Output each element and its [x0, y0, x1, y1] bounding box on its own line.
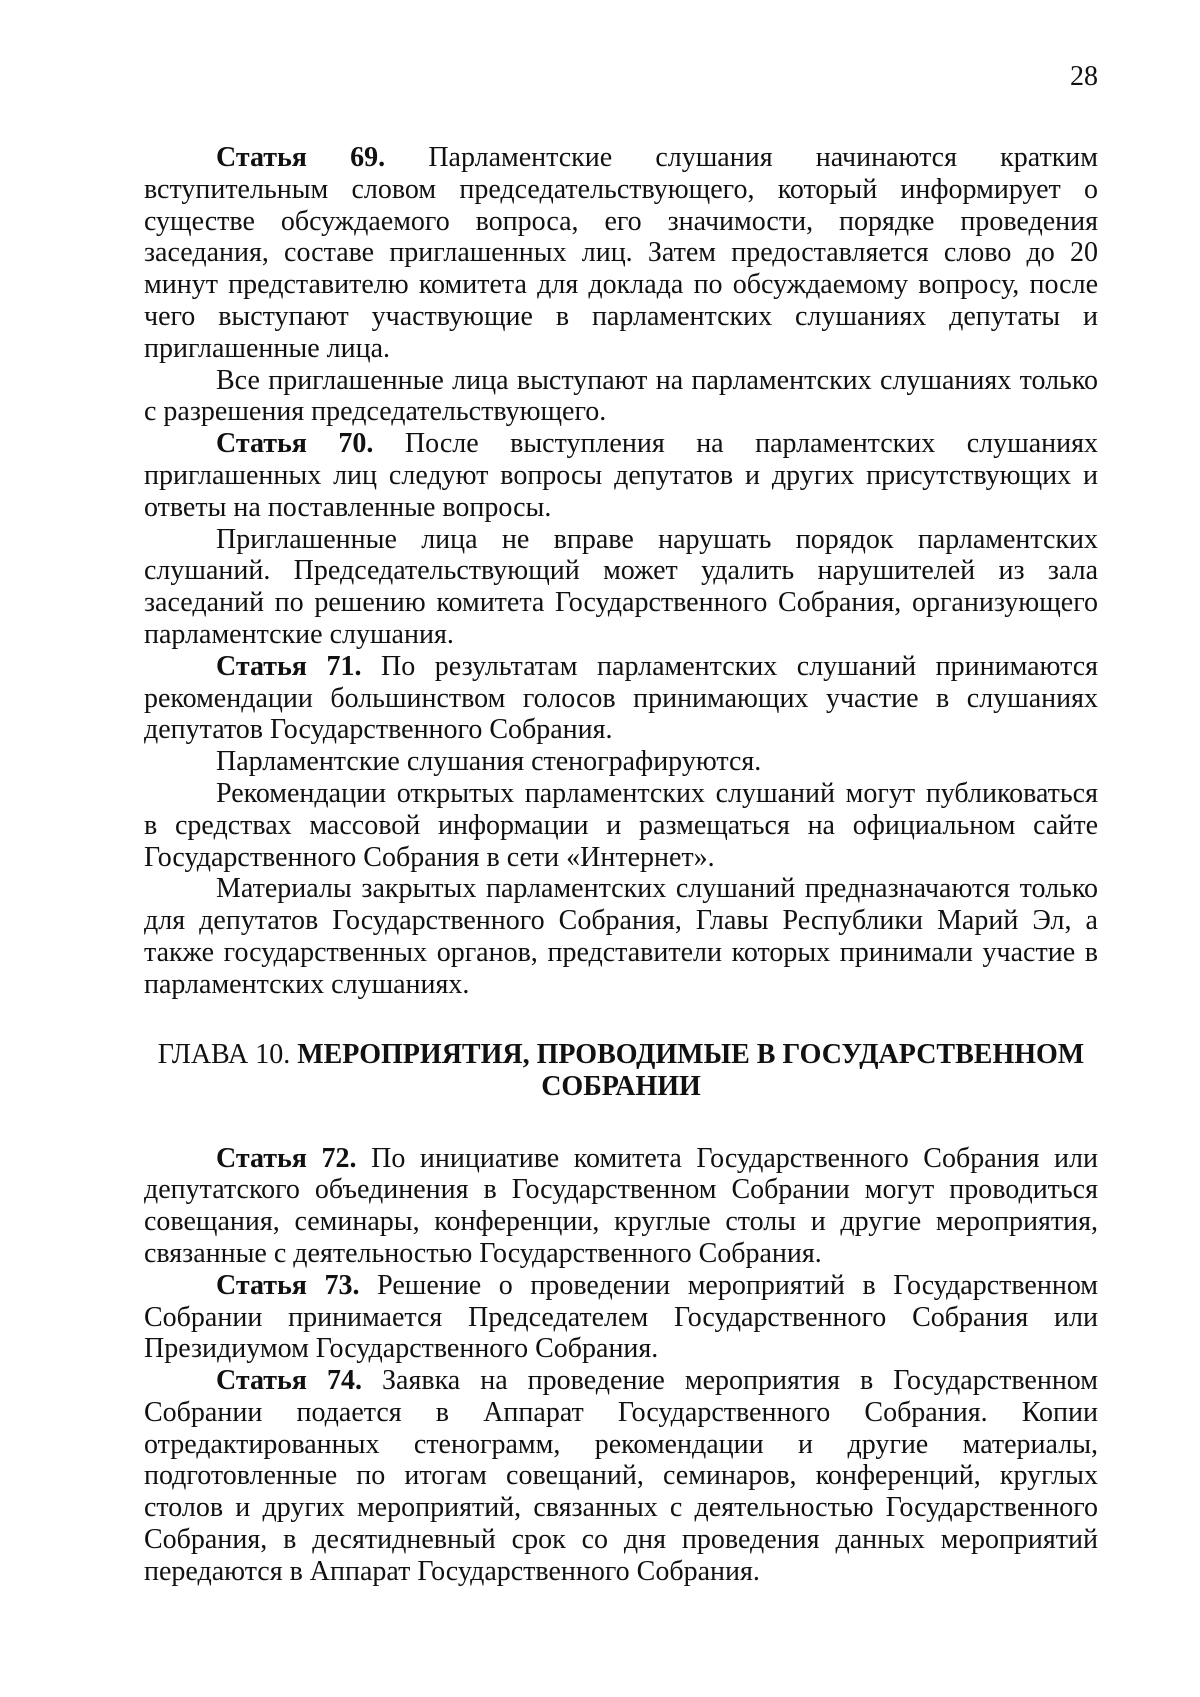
- article-heading: Статья 73.: [216, 1269, 360, 1301]
- article-73-paragraph: [144, 1270, 1098, 1365]
- paragraph-text: Материалы закрытых парламентских слушаний предназначаются только для депутатов Государственного Собрания, Главы Республики Марий Эл, а также государственных органов, представители которых принимали участие в парламентских слушаниях.: [144, 873, 1098, 1000]
- paragraph-text: Заявка на проведение мероприятия в Государственном Собрании подается в Аппарат Государственного Собрания. Копии отредактированных стенограмм, рекомендации и другие материалы, подготовленные по итогам совещаний, семинаров, конференций, круглых столов и других мероприятий, связанных с деятельностью Государственного Собрания, в десятидневный срок со дня проведения данных мероприятий передаются в Аппарат Государственного Собрания.: [144, 1365, 1098, 1587]
- article-heading: Статья 74.: [216, 1365, 362, 1397]
- article-heading: Статья 71.: [216, 650, 362, 682]
- paragraph-text: Решение о проведении мероприятий в Государственном Собрании принимается Председателем Государственного Собрания или Президиумом Государственного Собрания.: [144, 1269, 1099, 1365]
- paragraph-text: Приглашенные лица не вправе нарушать порядок парламентских слушаний. Председательствующий может удалить нарушителей из зала заседаний по решению комитета Государственного Собрания, организующего парламентские слушания.: [144, 523, 1098, 650]
- chapter-label: ГЛАВА 10.: [157, 1038, 298, 1070]
- paragraph-text: Рекомендации открытых парламентских слушаний могут публиковаться в средствах массовой информации и размещаться на официальном сайте Государственного Собрания в сети «Интернет».: [144, 777, 1098, 873]
- document-body: [144, 142, 1098, 1588]
- paragraph: [144, 365, 1098, 429]
- chapter-title: МЕРОПРИЯТИЯ, ПРОВОДИМЫЕ В ГОСУДАРСТВЕННОМ СОБРАНИИ: [297, 1038, 1085, 1102]
- page-number: 28: [1070, 61, 1098, 92]
- paragraph-text: После выступления на парламентских слушаниях приглашенных лиц следуют вопросы депутатов и других присутствующих и ответы на поставленные вопросы.: [144, 428, 1098, 523]
- article-71-paragraph: [144, 651, 1098, 746]
- paragraph: [144, 778, 1098, 873]
- chapter-heading: [144, 1039, 1098, 1103]
- paragraph-text: Парламентские слушания начинаются кратким вступительным словом председательствующего, который информирует о существе обсуждаемого вопроса, его значимости, порядке проведения заседания, составе приглашенных лиц. Затем предоставляется слово до 20 минут представителю комитета для доклада по обсуждаемому вопросу, после чего выступают участвующие в парламентских слушаниях депутаты и приглашенные лица.: [144, 142, 1098, 364]
- paragraph: [144, 746, 1098, 778]
- article-69-paragraph: [144, 142, 1098, 365]
- paragraph-text: По результатам парламентских слушаний принимаются рекомендации большинством голосов принимающих участие в слушаниях депутатов Государственного Собрания.: [144, 650, 1098, 746]
- article-72-paragraph: [144, 1143, 1098, 1270]
- paragraph-text: По инициативе комитета Государственного Собрания или депутатского объединения в Государственном Собрании могут проводиться совещания, семинары, конференции, круглые столы и другие мероприятия, связанные с деятельностью Государственного Собрания.: [144, 1142, 1098, 1269]
- paragraph-text: Все приглашенные лица выступают на парламентских слушаниях только с разрешения председательствующего.: [144, 364, 1098, 428]
- article-74-paragraph: [144, 1365, 1098, 1588]
- article-heading: Статья 72.: [216, 1142, 357, 1174]
- paragraph-text: Парламентские слушания стенографируются.: [216, 746, 762, 778]
- paragraph: [144, 873, 1098, 1000]
- paragraph: [144, 524, 1098, 651]
- article-heading: Статья 70.: [216, 428, 374, 460]
- article-70-paragraph: [144, 428, 1098, 523]
- article-heading: Статья 69.: [216, 142, 386, 173]
